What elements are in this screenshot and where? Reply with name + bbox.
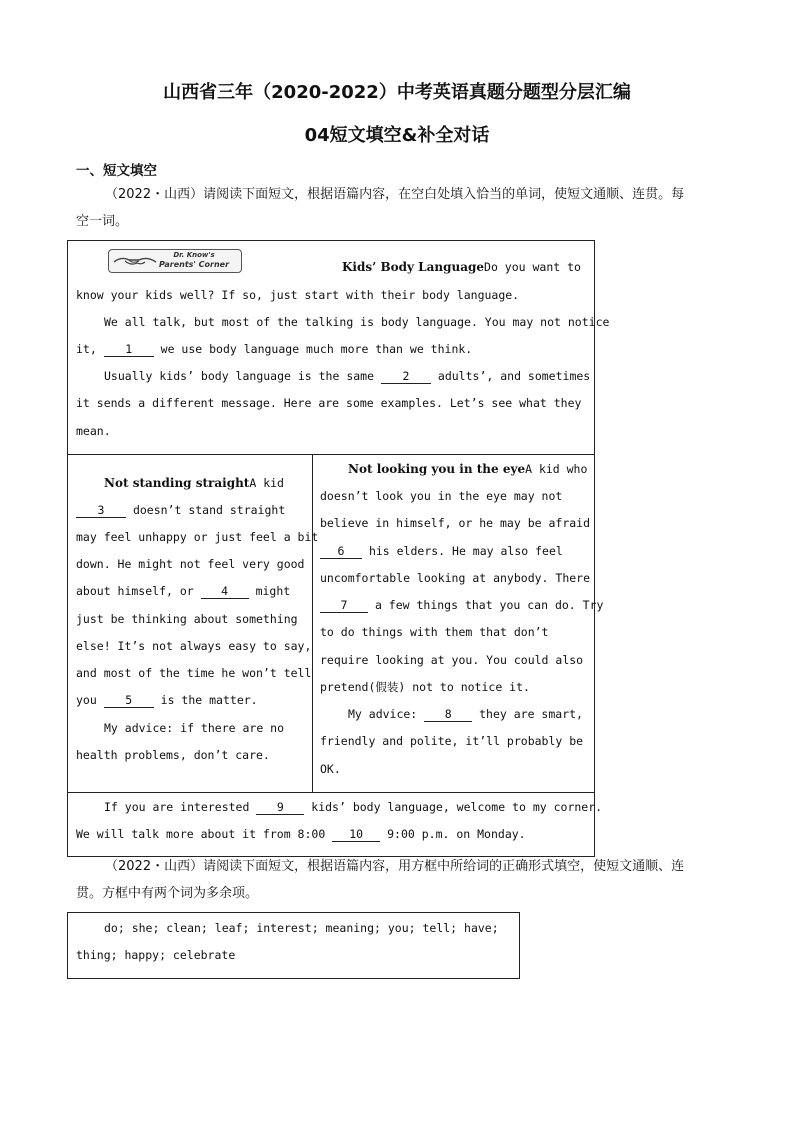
handshake-icon [113, 253, 157, 269]
right-column-line: 7 a few things that you can do. Try [320, 592, 603, 619]
blank-7[interactable]: 7 [320, 598, 368, 613]
q2-instruction-line1: （2022・山西）请阅读下面短文，根据语篇内容，用方框中所给词的正确形式填空，使短文通顺、连 [105, 859, 685, 874]
right-column-line: Not looking you in the eyeA kid who [348, 462, 588, 476]
left-column-line: down. He might not feel very good [76, 557, 305, 571]
blank-10[interactable]: 10 [332, 827, 380, 842]
logo-text: Dr. Know's Parents' Corner [159, 251, 230, 269]
blank-2[interactable]: 2 [381, 369, 431, 384]
left-column-line: Not standing straightA kid [104, 476, 284, 490]
left-column-line: My advice: if there are no [104, 721, 285, 735]
right-column-line: believe in himself, or he may be afraid [320, 516, 591, 530]
passage-line: mean. [76, 424, 111, 438]
parents-corner-logo [108, 249, 242, 273]
left-column-line: else! It’s not always easy to say, [76, 639, 312, 653]
section-heading: 一、短文填空 [76, 163, 157, 179]
passage-line: We all talk, but most of the talking is body language. You may not notice [104, 315, 610, 329]
right-column-line: require looking at you. You could also [320, 653, 584, 667]
left-column-line: may feel unhappy or just feel a bit [76, 530, 319, 544]
passage-line: Kids’ Body LanguageDo you want to [342, 260, 581, 274]
blank-6[interactable]: 6 [320, 544, 362, 559]
page-title: 山西省三年（2020-2022）中考英语真题分题型分层汇编 [163, 82, 631, 103]
blank-1[interactable]: 1 [104, 342, 154, 357]
right-column-line: OK. [320, 762, 341, 776]
passage-line: it sends a different message. Here are some examples. Let’s see what they [76, 396, 582, 410]
word-box-line1: do; she; clean; leaf; interest; meaning; you; tell; have; [104, 921, 499, 935]
left-column-line: you 5 is the matter. [76, 693, 258, 707]
passage-line: it, 1 we use body language much more than we think. [76, 342, 473, 356]
left-column-line: about himself, or 4 might [76, 584, 291, 598]
blank-8[interactable]: 8 [424, 707, 472, 722]
bottom-line: We will talk more about it from 8:00 10 9:00 p.m. on Monday. [76, 827, 526, 841]
divider-line [67, 454, 595, 455]
blank-4[interactable]: 4 [201, 584, 249, 599]
right-column-line: friendly and polite, it’ll probably be [320, 734, 584, 748]
bottom-line: If you are interested 9 kids’ body language, welcome to my corner. [104, 800, 603, 814]
q1-instruction-line2: 空一词。 [76, 214, 129, 229]
q2-instruction-line2: 贯。方框中有两个词为多余项。 [76, 886, 259, 901]
column-divider [312, 454, 313, 792]
left-column-line: just be thinking about something [76, 612, 298, 626]
right-column-line: doesn’t look you in the eye may not [320, 489, 563, 503]
left-heading: Not standing straight [104, 476, 250, 490]
divider-line [67, 792, 595, 793]
word-box-line2: thing; happy; celebrate [76, 948, 236, 962]
page-subtitle: 04短文填空&补全对话 [304, 125, 490, 146]
blank-3[interactable]: 3 [76, 503, 126, 518]
right-heading: Not looking you in the eye [348, 462, 526, 476]
left-column-line: and most of the time he won’t tell [76, 666, 312, 680]
q1-instruction-line1: （2022・山西）请阅读下面短文，根据语篇内容，在空白处填入恰当的单词，使短文通顺、连贯。每 [105, 187, 685, 202]
left-column-line: 3 doesn’t stand straight [76, 497, 285, 524]
blank-9[interactable]: 9 [256, 800, 304, 815]
passage-line: know your kids well? If so, just start with their body language. [76, 288, 520, 302]
right-column-line: pretend(假装) not to notice it. [320, 680, 530, 694]
right-column-line: 6 his elders. He may also feel [320, 538, 563, 565]
right-column-line: uncomfortable looking at anybody. There [320, 571, 591, 585]
right-column-line: to do things with them that don’t [320, 625, 549, 639]
left-column-line: health problems, don’t care. [76, 748, 270, 762]
passage-line: Usually kids’ body language is the same 2 adults’, and sometimes [104, 369, 591, 383]
right-column-line: My advice: 8 they are smart, [348, 707, 583, 721]
blank-5[interactable]: 5 [104, 693, 154, 708]
passage-heading: Kids’ Body Language [342, 260, 485, 274]
